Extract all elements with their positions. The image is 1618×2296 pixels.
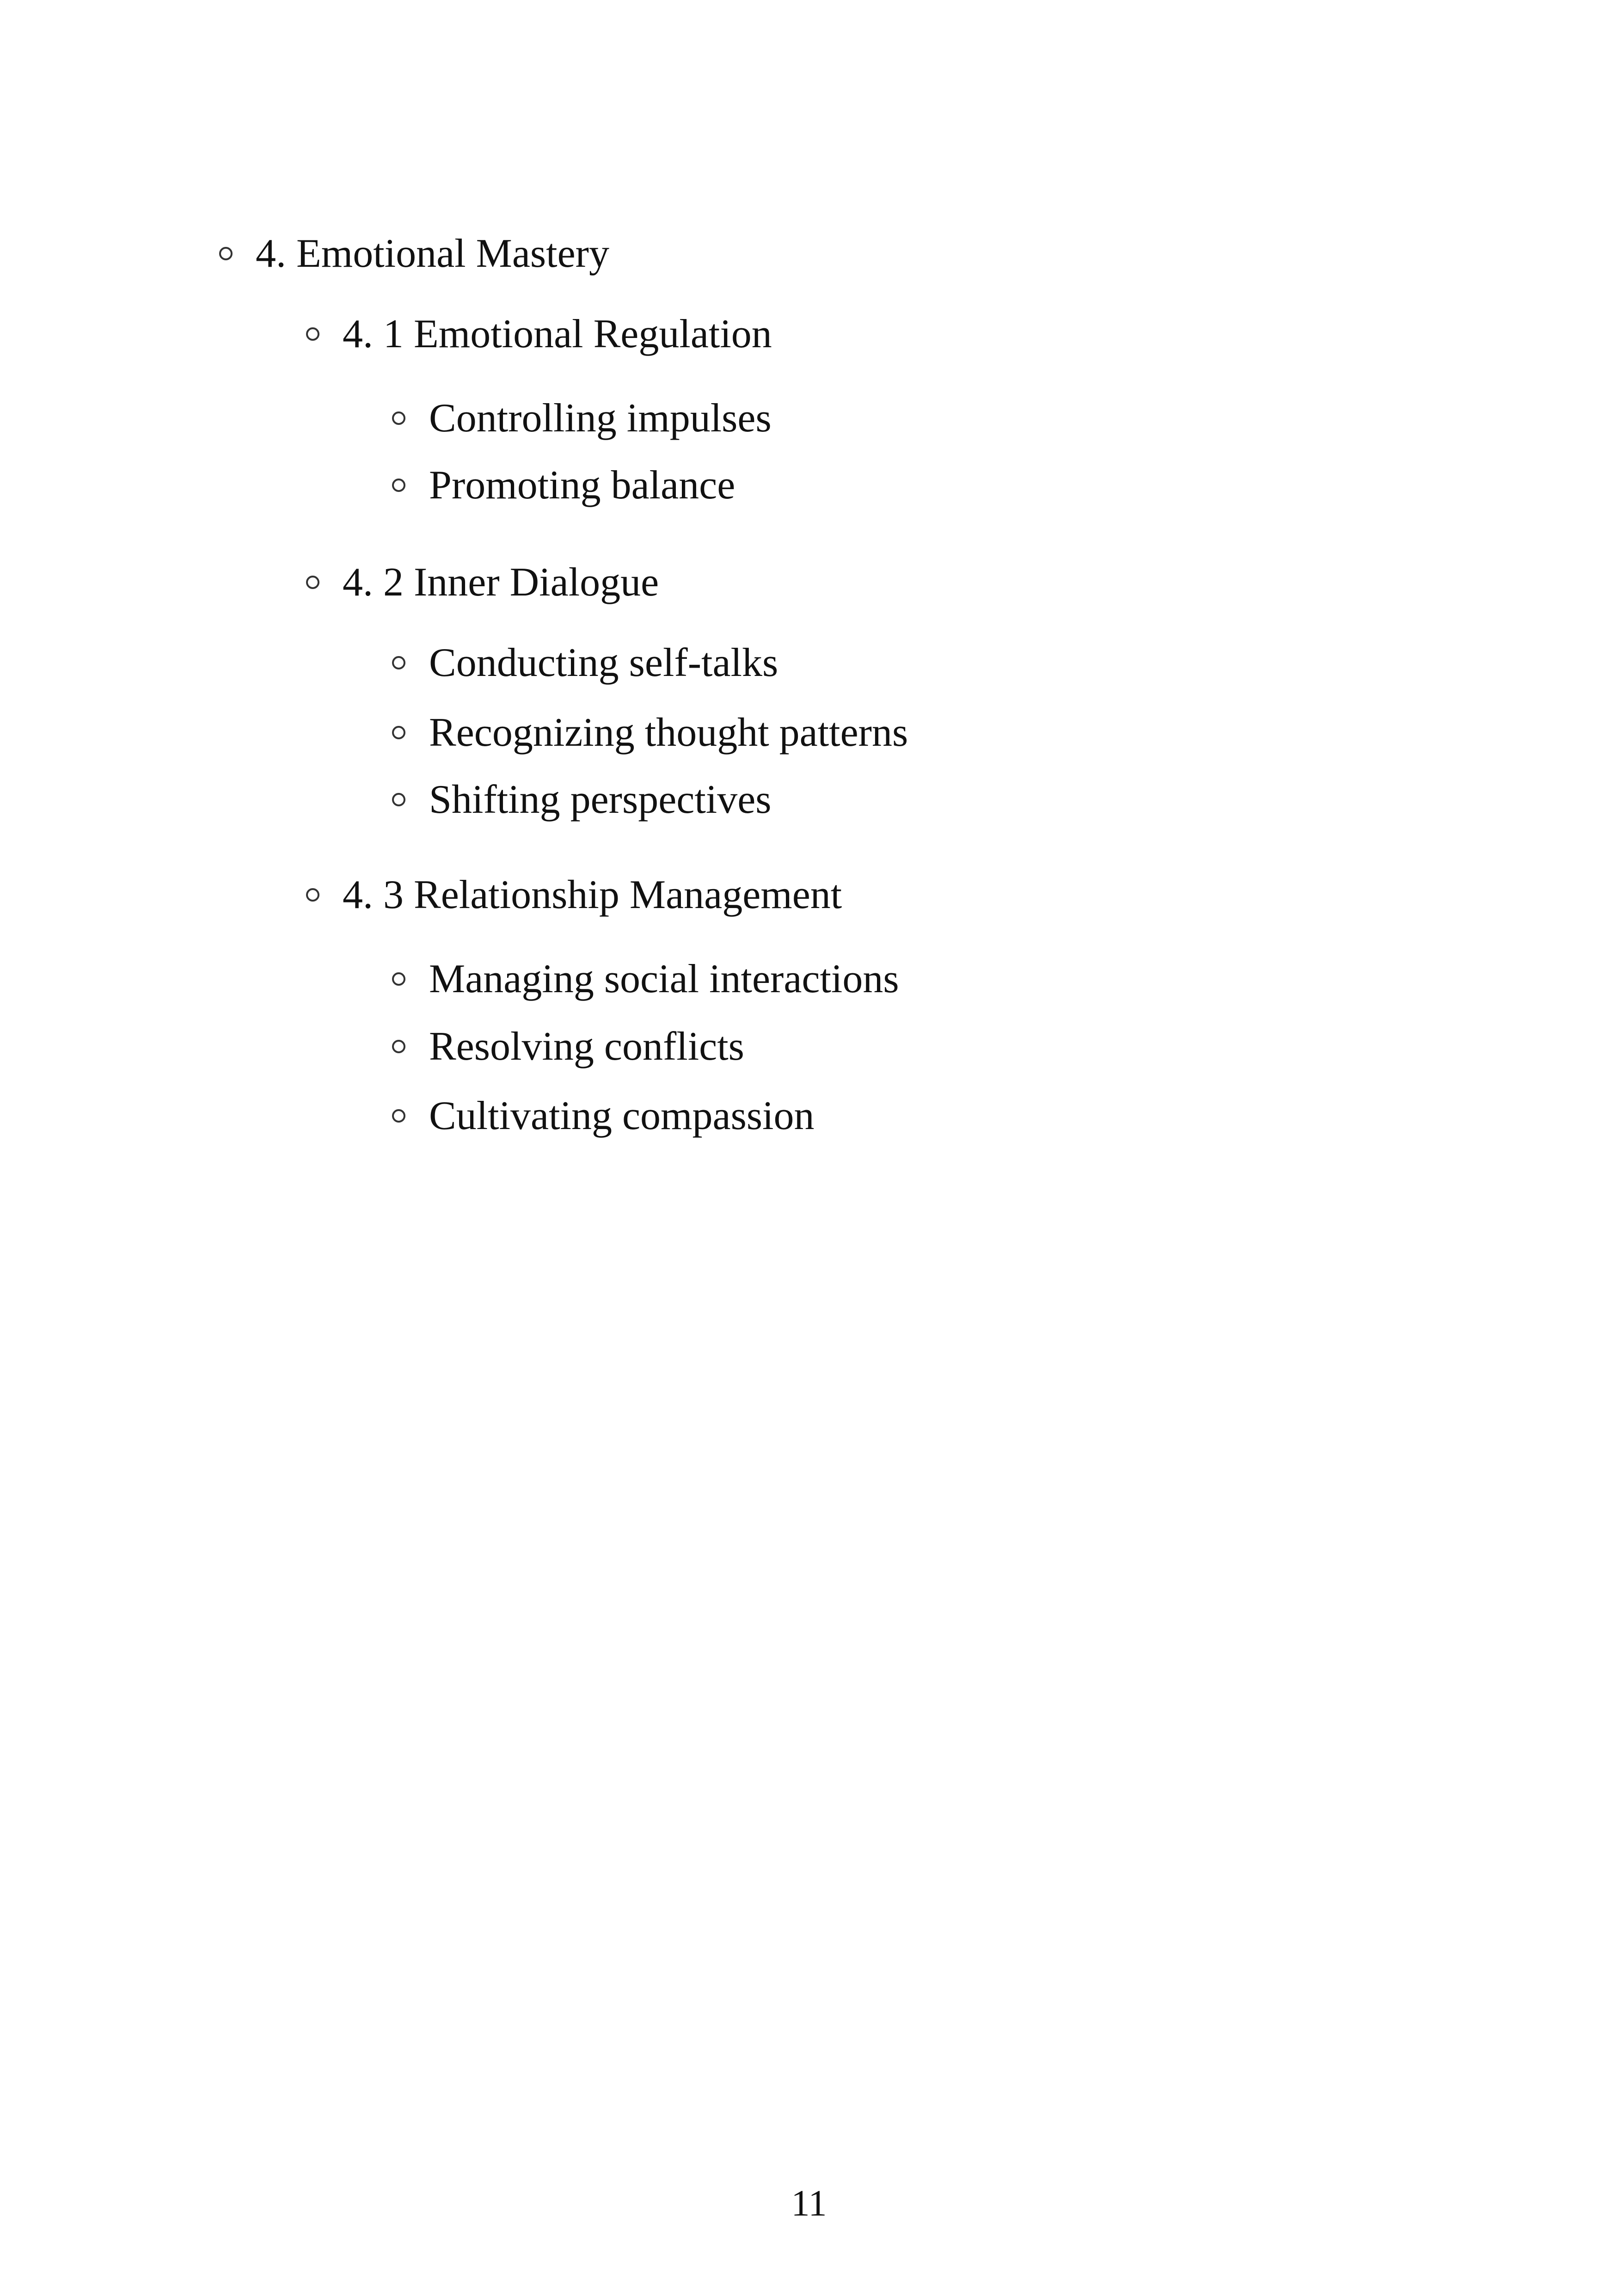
hollow-circle-bullet-icon bbox=[306, 327, 319, 341]
hollow-circle-bullet-icon bbox=[392, 972, 405, 986]
hollow-circle-bullet-icon bbox=[392, 1109, 405, 1123]
hollow-circle-bullet-icon bbox=[392, 656, 405, 669]
list-item-label: Cultivating compassion bbox=[429, 1093, 815, 1138]
hollow-circle-bullet-icon bbox=[392, 479, 405, 492]
hollow-circle-bullet-icon bbox=[219, 247, 233, 260]
subsection-title: 4. 3 Relationship Management bbox=[343, 872, 842, 917]
list-item-label: Shifting perspectives bbox=[429, 777, 772, 822]
page-number: 11 bbox=[791, 2183, 827, 2224]
list-item-label: Conducting self-talks bbox=[429, 640, 778, 685]
list-item-label: Managing social interactions bbox=[429, 957, 899, 1001]
hollow-circle-bullet-icon bbox=[392, 793, 405, 806]
section-title: 4. Emotional Mastery bbox=[256, 231, 609, 276]
hollow-circle-bullet-icon bbox=[306, 576, 319, 589]
list-item-label: Promoting balance bbox=[429, 463, 735, 508]
subsection-title: 4. 2 Inner Dialogue bbox=[343, 560, 659, 605]
list-item-label: Resolving conflicts bbox=[429, 1024, 744, 1069]
hollow-circle-bullet-icon bbox=[306, 888, 319, 902]
list-item-label: Controlling impulses bbox=[429, 396, 772, 441]
hollow-circle-bullet-icon bbox=[392, 726, 405, 739]
subsection-title: 4. 1 Emotional Regulation bbox=[343, 312, 772, 356]
list-item-label: Recognizing thought patterns bbox=[429, 710, 908, 755]
hollow-circle-bullet-icon bbox=[392, 1040, 405, 1053]
hollow-circle-bullet-icon bbox=[392, 411, 405, 425]
